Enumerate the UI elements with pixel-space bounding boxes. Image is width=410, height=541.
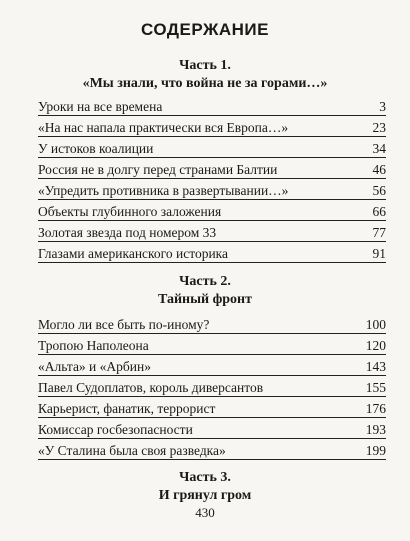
part-2-label: Часть 2. [179,274,231,289]
toc-entry-title: «Альта» и «Арбин» [38,359,151,374]
toc-entry-title: Объекты глубинного заложения [38,204,222,219]
toc-entry [38,357,386,376]
toc-entry-page: 91 [372,246,386,261]
toc-entry-page: 193 [365,422,386,437]
toc-entry-title: Карьерист, фанатик, террорист [38,401,216,416]
toc-entry-title: Тропою Наполеона [38,338,149,353]
toc-entry-page: 46 [372,162,386,177]
toc-entry-page: 34 [372,141,386,156]
toc-entry-page: 3 [379,99,386,114]
toc-entry-title: Россия не в долгу перед странами Балтии [38,162,278,177]
part-3-label: Часть 3. [179,470,231,485]
toc-entry [38,139,386,158]
part-1-subtitle: «Мы знали, что война не за горами…» [82,76,328,91]
toc-entry-page: 66 [372,204,386,219]
toc-entry-title: Уроки на все времена [38,99,163,114]
toc-entry-title: Золотая звезда под номером 33 [38,225,217,240]
page-number: 430 [195,505,215,520]
toc-entry-title: Могло ли все быть по-иному? [38,317,210,332]
toc-entry [38,202,386,221]
toc-entry [38,181,386,200]
toc-entry-title: «Упредить противника в развертывании…» [38,183,289,198]
toc-entry-title: Павел Судоплатов, король диверсантов [38,380,264,395]
part-1-label: Часть 1. [179,58,231,73]
toc-entry [38,399,386,418]
toc-entry-page: 176 [365,401,386,416]
toc-entry [38,336,386,355]
part-3-subtitle: И грянул гром [158,488,252,503]
toc-entry [38,315,386,334]
toc-entry-title: «У Сталина была своя разведка» [38,443,226,458]
toc-entry-page: 100 [365,317,386,332]
toc-entry [38,223,386,242]
toc-entry [38,420,386,439]
toc-entry-page: 56 [372,183,386,198]
part-2-subtitle: Тайный фронт [157,292,253,307]
toc-entry-page: 155 [365,380,386,395]
toc-entry-title: «На нас напала практически вся Европа…» [38,120,289,135]
toc-entry-page: 23 [372,120,386,135]
toc-entry-title: У истоков коалиции [38,141,154,156]
toc-entry-page: 143 [365,359,386,374]
toc-entry-page: 199 [365,443,386,458]
toc-entry [38,97,386,116]
toc-entry-page: 120 [365,338,386,353]
toc-entry [38,441,386,460]
toc-entry [38,118,386,137]
toc-heading: СОДЕРЖАНИЕ [141,20,269,39]
toc-entry-page: 77 [372,225,386,240]
toc-entry [38,244,386,263]
toc-entry-title: Глазами американского историка [38,246,229,261]
toc-entry [38,160,386,179]
toc-entry [38,378,386,397]
toc-entry-title: Комиссар госбезопасности [38,422,193,437]
